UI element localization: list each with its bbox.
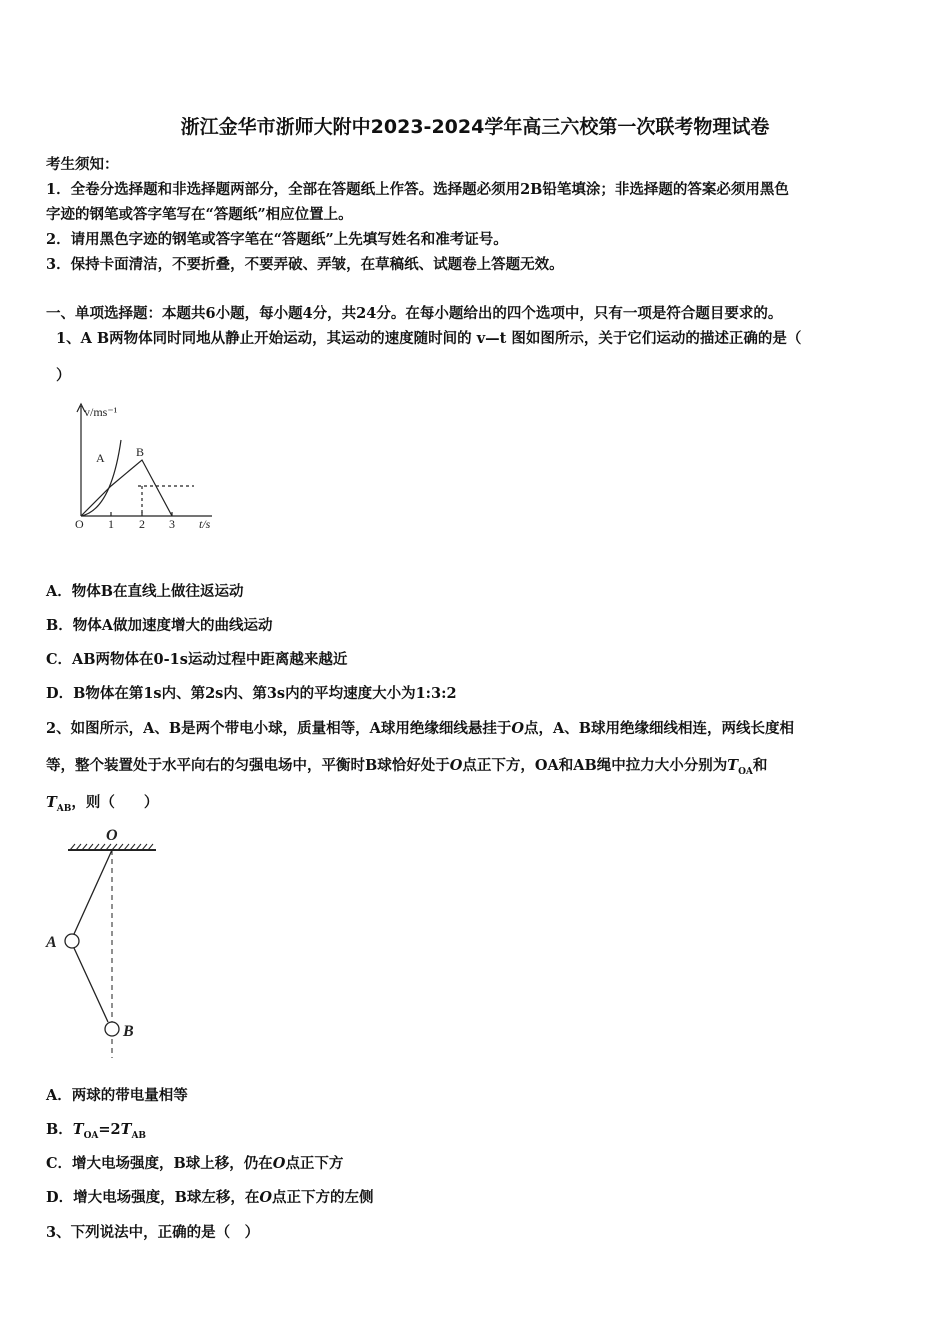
origin-label: O bbox=[75, 517, 84, 531]
q2-option-c-text: C．增大电场强度，B球上移，仍在 bbox=[46, 1155, 273, 1172]
ball-b bbox=[105, 1022, 119, 1036]
q2-stem-o2: O bbox=[449, 757, 463, 774]
q1-option-c: C．AB两物体在0-1s运动过程中距离越来越近 bbox=[46, 651, 348, 668]
q2-stem-b: 点，A、B球用绝缘细线相连，两线长度相 bbox=[523, 720, 794, 737]
pendulum-figure bbox=[40, 820, 170, 1060]
q2-option-c-o: O bbox=[272, 1155, 286, 1172]
q2-stem-line2 bbox=[46, 754, 767, 777]
string-oa bbox=[74, 850, 112, 934]
q2-option-b-sub1: OA bbox=[83, 1130, 99, 1141]
q1-stem: 1、A B两物体同时同地从静止开始运动，其运动的速度随时间的 v—t 图如图所示，关于它们运动的描述正确的是（ bbox=[56, 330, 802, 347]
q2-option-b-sub2: AB bbox=[131, 1130, 147, 1141]
q2-stem-oa: OA bbox=[738, 766, 753, 777]
label-a: A bbox=[46, 934, 57, 951]
q1-stem-end: ） bbox=[56, 367, 71, 384]
q2-stem-a: 2、如图所示，A、B是两个带电小球，质量相等，A球用绝缘细线悬挂于 bbox=[46, 720, 512, 737]
q2-stem-ab: AB bbox=[56, 803, 72, 814]
label-b: B bbox=[123, 1023, 134, 1040]
q2-option-d-text2: 点正下方的左侧 bbox=[271, 1189, 374, 1206]
q2-option-b-mid: =2 bbox=[98, 1121, 121, 1138]
q2-option-c-text2: 点正下方 bbox=[285, 1155, 344, 1172]
q2-option-b bbox=[46, 1118, 146, 1141]
graph-label-b: B bbox=[136, 445, 145, 459]
q2-stem-c: 等，整个装置处于水平向右的匀强电场中，平衡时B球恰好处于 bbox=[46, 757, 450, 774]
q3-stem: 3、下列说法中，正确的是（ ） bbox=[46, 1224, 260, 1241]
notice-item-3: 3．保持卡面清洁，不要折叠，不要弄破、弄皱，在草稿纸、试题卷上答题无效。 bbox=[46, 256, 564, 273]
q1-option-b: B．物体A做加速度增大的曲线运动 bbox=[46, 617, 273, 634]
tick-1: 1 bbox=[108, 517, 114, 531]
q2-option-b-t2: T bbox=[120, 1121, 132, 1138]
q2-stem-line1 bbox=[46, 717, 794, 738]
q2-stem-and: 和 bbox=[752, 757, 768, 774]
section-heading: 一、单项选择题：本题共6小题，每小题4分，共24分。在每小题给出的四个选项中，只有一项是符合题目要求的。 bbox=[46, 305, 783, 322]
tick-3: 3 bbox=[169, 517, 175, 531]
q2-stem-e: ，则（ ） bbox=[71, 794, 159, 811]
ball-a bbox=[65, 934, 79, 948]
q2-stem-d: 点正下方，OA和AB绳中拉力大小分别为 bbox=[462, 757, 728, 774]
q2-option-b-t1: T bbox=[72, 1121, 84, 1138]
q2-stem-t2: T bbox=[46, 794, 57, 811]
q1-option-d: D．B物体在第1s内、第2s内、第3s内的平均速度大小为1:3:2 bbox=[46, 685, 457, 702]
q2-option-c bbox=[46, 1152, 343, 1173]
vt-graph bbox=[66, 400, 226, 535]
q2-stem-o1: O bbox=[511, 720, 524, 737]
string-ab bbox=[74, 948, 108, 1022]
page-title: 浙江金华市浙师大附中2023-2024学年高三六校第一次联考物理试卷 bbox=[180, 116, 770, 138]
v-axis-label: v/ms⁻¹ bbox=[84, 405, 118, 419]
notice-item-2: 2．请用黑色字迹的钢笔或答字笔在“答题纸”上先填写姓名和准考证号。 bbox=[46, 231, 508, 248]
tick-2: 2 bbox=[139, 517, 145, 531]
q2-option-d-o: O bbox=[259, 1189, 272, 1206]
q2-option-d-text: D．增大电场强度，B球左移，在 bbox=[46, 1189, 260, 1206]
q1-option-a: A．物体B在直线上做往返运动 bbox=[46, 583, 244, 600]
line-b bbox=[81, 460, 172, 516]
label-o: O bbox=[106, 827, 118, 844]
q2-stem-t: T bbox=[727, 757, 739, 774]
q2-option-b-prefix: B． bbox=[46, 1121, 73, 1138]
q2-option-a: A．两球的带电量相等 bbox=[46, 1087, 188, 1104]
notice-header: 考生须知： bbox=[46, 156, 119, 173]
q2-option-d bbox=[46, 1186, 373, 1207]
graph-label-a: A bbox=[96, 451, 105, 465]
notice-item-1b: 字迹的钢笔或答字笔写在“答题纸”相应位置上。 bbox=[46, 206, 353, 223]
t-axis-label: t/s bbox=[199, 517, 211, 531]
notice-item-1a: 1．全卷分选择题和非选择题两部分，全部在答题纸上作答。选择题必须用2B铅笔填涂；非选择题的答案必须用黑色 bbox=[46, 181, 789, 198]
q2-stem-line3 bbox=[46, 791, 158, 814]
